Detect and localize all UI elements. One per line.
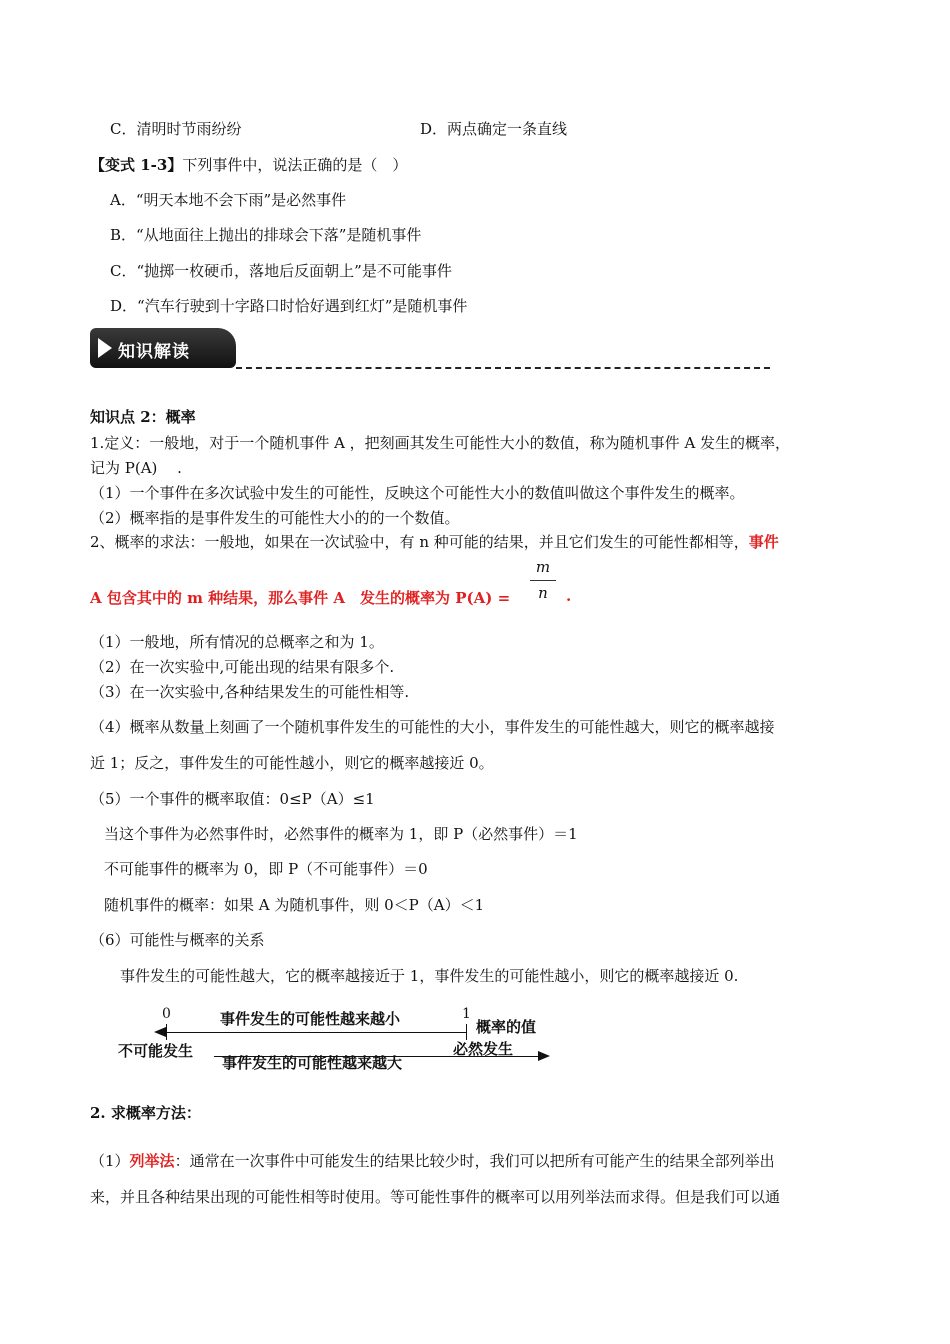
variant-option-b: B．“从地面往上抛出的排球会下落”是随机事件 [110,226,422,244]
list-item-1: （1）一般地，所有情况的总概率之和为 1。 [90,633,384,651]
list-item-5: （5）一个事件的概率取值：0≤P（A）≤1 [90,790,375,808]
methods-enumeration: 列举法 [129,1152,175,1170]
definition-line-2: 记为 P(A) . [90,459,182,477]
methods-prefix: （1） [90,1152,130,1170]
method-end: . [566,587,572,605]
list-item-4a: （4）概率从数量上刻画了一个随机事件发生的可能性的大小，事件发生的可能性越大，则它的概率越接 [90,718,775,736]
diagram-left-bottom: 不可能发生 [118,1042,194,1060]
section-title: 知识点 2：概率 [90,408,196,426]
fraction-numerator: m [535,558,551,576]
list-item-3: （3）在一次实验中,各种结果发生的可能性相等. [90,683,410,701]
variant-text: 下列事件中，说法正确的是（ ） [182,156,408,174]
fraction-bar [530,580,556,581]
arrow-right-icon [538,1051,550,1061]
diagram-right-bottom: 必然发生 [453,1040,514,1058]
knowledge-banner [90,328,236,368]
diagram-one: 1 [462,1006,471,1022]
probability-diagram [118,1008,558,1078]
list-item-6a: 事件发生的可能性越大，它的概率越接近于 1，事件发生的可能性越小，则它的概率越接近 0. [120,967,739,985]
methods-paragraph-2: 来，并且各种结果出现的可能性相等时使用。等可能性事件的概率可以用列举法而求得。但是我们可以通 [90,1188,781,1206]
definition-point-2: （2）概率指的是事件发生的可能性大小的的一个数值。 [90,509,460,527]
definition-line-1: 1.定义：一般地，对于一个随机事件 A ，把刻画其发生可能性大小的数值，称为随机事件 A 发生的概率， [90,434,791,452]
list-item-2: （2）在一次实验中,可能出现的结果有限多个. [90,658,395,676]
method-red-start: 事件 [748,533,779,551]
method-line-1 [90,531,779,552]
variant-option-a: A．“明天本地不会下雨”是必然事件 [110,191,347,209]
fraction-denominator: n [538,584,548,602]
option-c: C．清明时节雨纷纷 [110,120,242,138]
banner-divider [236,367,770,369]
diagram-bottom-label: 事件发生的可能性越来越大 [222,1054,403,1072]
methods-text: ：通常在一次事件中可能发生的结果比较少时，我们可以把所有可能产生的结果全部列举出 [174,1152,775,1170]
variant-label: 【变式 1-3】 [90,156,183,174]
methods-title: 2. 求概率方法： [90,1104,201,1122]
option-d: D．两点确定一条直线 [420,120,568,138]
diagram-top-label: 事件发生的可能性越来越小 [220,1010,401,1028]
method-text: 2、概率的求法：一般地，如果在一次试验中，有 n 种可能的结果，并且它们发生的可能性都相等， [90,533,749,551]
methods-paragraph-1 [90,1150,775,1171]
variant-option-d: D．“汽车行驶到十字路口时恰好遇到红灯”是随机事件 [110,297,468,315]
variant-option-c: C．“抛掷一枚硬币，落地后反面朝上”是不可能事件 [110,262,452,280]
fraction-m-over-n [530,558,556,602]
definition-point-1: （1）一个事件在多次试验中发生的可能性，反映这个可能性大小的数值叫做这个事件发生的概率。 [90,484,745,502]
list-item-5a: 当这个事件为必然事件时，必然事件的概率为 1，即 P（必然事件）＝1 [104,825,578,843]
diagram-right-label: 概率的值 [476,1018,537,1036]
list-item-5b: 不可能事件的概率为 0，即 P（不可能事件）＝0 [104,860,428,878]
banner-text: 知识解读 [118,342,190,362]
method-red-line: A 包含其中的 m 种结果，那么事件 A 发生的概率为 P(A) = [90,589,511,607]
list-item-5c: 随机事件的概率：如果 A 为随机事件，则 0＜P（A）＜1 [104,896,485,914]
play-icon [98,338,112,358]
list-item-6: （6）可能性与概率的关系 [90,931,265,949]
arrow-left-icon [154,1027,166,1037]
top-arrow-line [166,1032,466,1033]
list-item-4b: 近 1；反之，事件发生的可能性越小，则它的概率越接近 0。 [90,754,494,772]
diagram-zero: 0 [162,1006,171,1022]
variant-question [90,154,407,175]
